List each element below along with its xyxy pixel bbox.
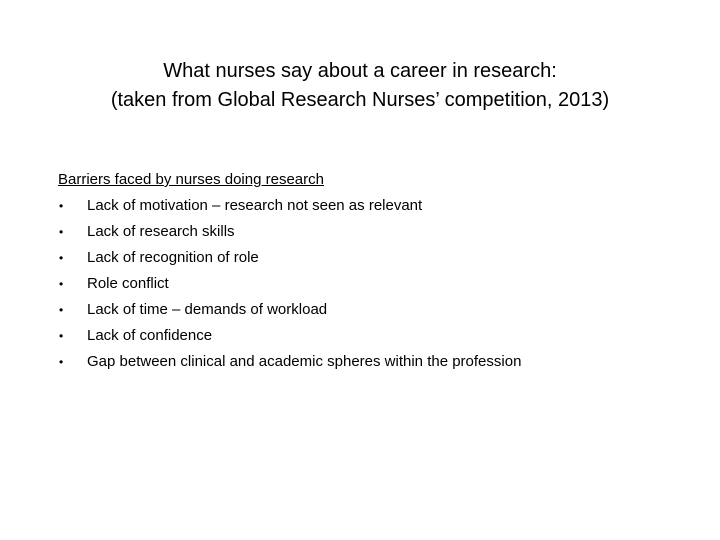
bullet-icon: • xyxy=(59,277,64,291)
bullet-text: Lack of research skills xyxy=(87,223,235,240)
bullet-text: Lack of time – demands of workload xyxy=(87,301,328,318)
bullet-icon: • xyxy=(59,251,64,265)
bullet-text: Role conflict xyxy=(87,275,169,292)
bullet-item xyxy=(58,349,698,375)
bullet-item xyxy=(58,271,698,297)
bullet-icon: • xyxy=(59,225,64,239)
bullet-text: Lack of motivation – research not seen as relevant xyxy=(87,197,423,214)
bullet-item xyxy=(58,297,698,323)
bullet-text: Gap between clinical and academic spheres within the profession xyxy=(87,353,522,370)
slide-title xyxy=(0,57,720,115)
title-line-2: (taken from Global Research Nurses’ competition, 2013) xyxy=(110,89,610,111)
bullet-icon: • xyxy=(59,329,64,343)
bullet-list xyxy=(58,193,698,375)
bullet-icon: • xyxy=(59,199,64,213)
title-line-1: What nurses say about a career in research: xyxy=(163,60,557,82)
bullet-item xyxy=(58,245,698,271)
bullet-item xyxy=(58,193,698,219)
slide-body xyxy=(58,167,698,375)
section-heading: Barriers faced by nurses doing research xyxy=(58,171,324,188)
bullet-item xyxy=(58,323,698,349)
bullet-icon: • xyxy=(59,303,64,317)
bullet-item xyxy=(58,219,698,245)
bullet-text: Lack of recognition of role xyxy=(87,249,259,266)
bullet-icon: • xyxy=(59,355,64,369)
bullet-text: Lack of confidence xyxy=(87,327,213,344)
